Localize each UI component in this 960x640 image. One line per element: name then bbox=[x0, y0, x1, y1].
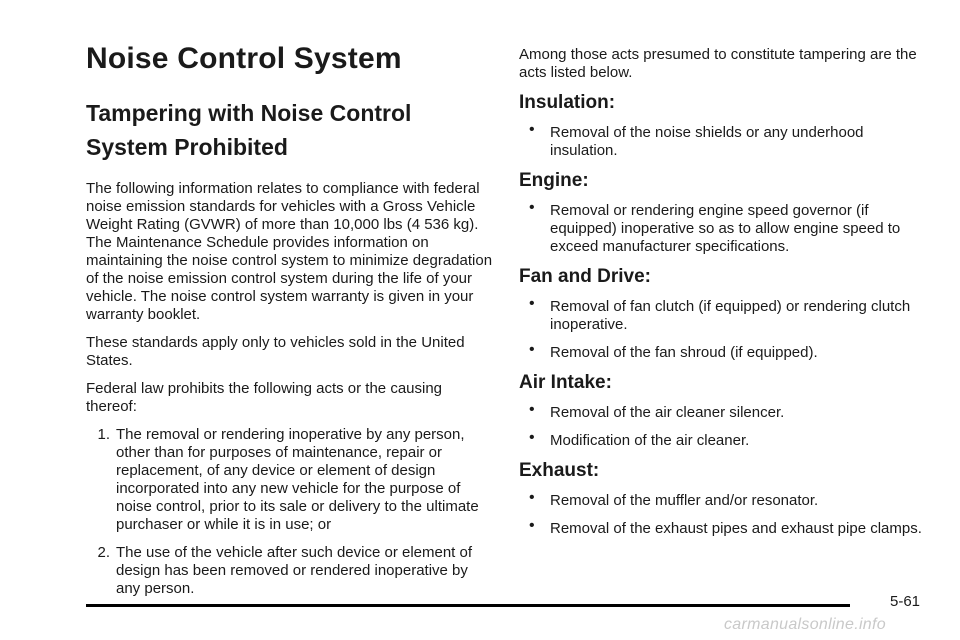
bullet-icon: • bbox=[529, 401, 535, 418]
list-item bbox=[519, 517, 931, 538]
list-text: Removal of the air cleaner silencer. bbox=[550, 404, 785, 421]
heading-exhaust: Exhaust: bbox=[519, 460, 600, 481]
bullet-icon: • bbox=[529, 341, 535, 358]
left-column bbox=[86, 40, 496, 608]
paragraph-compliance: The following information relates to compliance with federal noise emission standards for vehicles with a Gross Vehicle Weight Rating (GVWR) of more than 10,000 lbs (4 536 kg). The Maintenance Schedule provides information on maintaining the noise control system to minimize degradation of the noise emission control system during the life of your vehicle. The noise control system warranty is given in your warranty booklet. bbox=[86, 180, 493, 323]
engine-list bbox=[519, 199, 931, 256]
list-number: 2. bbox=[97, 544, 110, 561]
list-text: Removal of fan clutch (if equipped) or rendering clutch inoperative. bbox=[550, 298, 911, 333]
heading-fan-and-drive: Fan and Drive: bbox=[519, 266, 651, 287]
air-intake-list bbox=[519, 401, 931, 450]
heading-air-intake: Air Intake: bbox=[519, 372, 612, 393]
list-item bbox=[86, 544, 496, 598]
bullet-icon: • bbox=[529, 489, 535, 506]
bullet-icon: • bbox=[529, 199, 535, 216]
list-text: Modification of the air cleaner. bbox=[550, 432, 750, 449]
list-text: Removal of the noise shields or any underhood insulation. bbox=[550, 124, 864, 159]
watermark: carmanualsonline.info bbox=[724, 616, 886, 633]
heading-engine: Engine: bbox=[519, 170, 589, 191]
bullet-icon: • bbox=[529, 429, 535, 446]
list-text: Removal or rendering engine speed governor (if equipped) inoperative so as to allow engine speed to exceed manufacturer specifications. bbox=[550, 202, 901, 255]
list-text: The removal or rendering inoperative by any person, other than for purposes of maintenance, repair or replacement, of any device or element of design incorporated into any new vehicle for the purpose of noise control, prior to its sale or delivery to the ultimate purchaser or while it is in use; or bbox=[116, 426, 479, 533]
prohibited-acts-list bbox=[86, 426, 496, 598]
list-item bbox=[519, 121, 931, 160]
list-text: The use of the vehicle after such device or element of design has been removed or rendered inoperative by any person. bbox=[116, 544, 473, 597]
paragraph-applicability: These standards apply only to vehicles sold in the United States. bbox=[86, 334, 465, 369]
footer-rule bbox=[86, 604, 850, 607]
list-item bbox=[519, 295, 931, 334]
bullet-icon: • bbox=[529, 517, 535, 534]
list-item bbox=[519, 489, 931, 510]
list-text: Removal of the fan shroud (if equipped). bbox=[550, 344, 818, 361]
paragraph-federal-law: Federal law prohibits the following acts or the causing thereof: bbox=[86, 380, 443, 415]
heading-insulation: Insulation: bbox=[519, 92, 616, 113]
list-item bbox=[519, 401, 931, 422]
list-item bbox=[519, 429, 931, 450]
section-title: Tampering with Noise Control System Prohibited bbox=[86, 100, 412, 160]
list-item bbox=[519, 199, 931, 256]
list-item bbox=[86, 426, 496, 534]
exhaust-list bbox=[519, 489, 931, 538]
right-column bbox=[519, 46, 931, 548]
page-number: 5-61 bbox=[890, 593, 921, 610]
list-text: Removal of the exhaust pipes and exhaust pipe clamps. bbox=[550, 520, 922, 537]
list-number: 1. bbox=[97, 426, 110, 443]
bullet-icon: • bbox=[529, 295, 535, 312]
tampering-intro: Among those acts presumed to constitute tampering are the acts listed below. bbox=[519, 46, 917, 81]
fan-drive-list bbox=[519, 295, 931, 362]
list-item bbox=[519, 341, 931, 362]
page-title: Noise Control System bbox=[86, 42, 402, 75]
insulation-list bbox=[519, 121, 931, 160]
list-text: Removal of the muffler and/or resonator. bbox=[550, 492, 819, 509]
bullet-icon: • bbox=[529, 121, 535, 138]
